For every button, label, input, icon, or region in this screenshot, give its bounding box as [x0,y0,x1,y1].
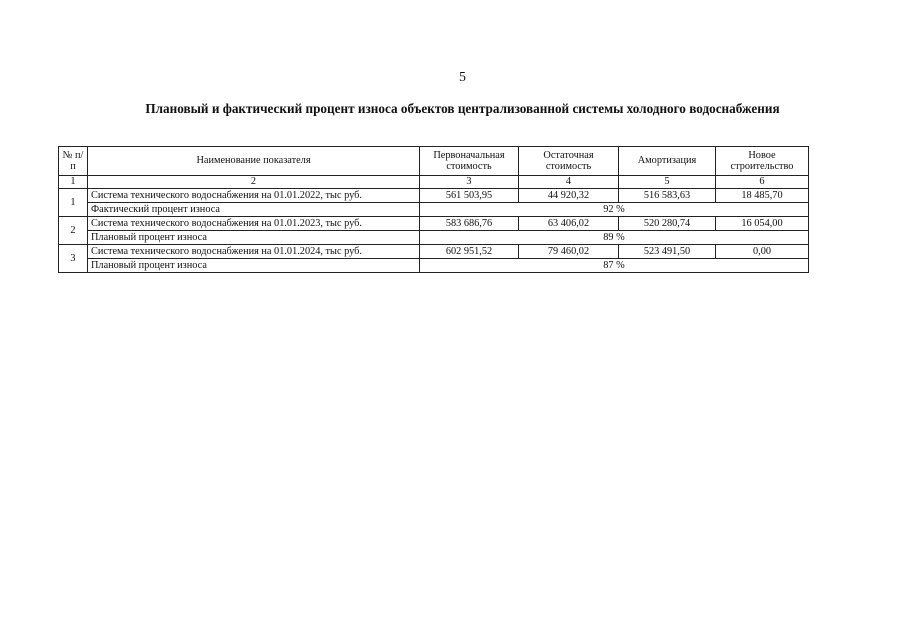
residual-cost-cell: 79 460,02 [519,245,619,259]
header-residual-cost-label: Остаточная стоимость [543,149,594,172]
table-row [59,189,809,203]
column-number-cell: 6 [716,176,809,189]
header-number [59,147,88,176]
document-title: Плановый и фактический процент износа объектов централизованной системы холодного водоснабжения [145,101,780,116]
amortization-cell: 523 491,50 [619,245,716,259]
percent-label-cell: Плановый процент износа [88,259,420,273]
header-initial-cost-label: Первоначальная стоимость [433,149,505,172]
system-label-cell: Система технического водоснабжения на 01.01.2022, тыс руб. [88,189,420,203]
depreciation-table [58,146,809,273]
header-new-construction-label: Новое строительство [730,149,794,172]
table-row [59,217,809,231]
system-label-cell: Система технического водоснабжения на 01.01.2024, тыс руб. [88,245,420,259]
column-number-row [59,176,809,189]
table-row [59,245,809,259]
header-number-label: № п/п [62,149,84,172]
column-number-cell: 1 [59,176,88,189]
header-amortization: Амортизация [619,147,716,176]
residual-cost-cell: 63 406,02 [519,217,619,231]
table-row [59,231,809,245]
row-number-cell: 2 [59,217,88,245]
system-label-cell: Система технического водоснабжения на 01.01.2023, тыс руб. [88,217,420,231]
row-number-cell: 3 [59,245,88,273]
table-row [59,259,809,273]
column-number-cell: 5 [619,176,716,189]
new-construction-cell: 16 054,00 [716,217,809,231]
percent-label-cell: Фактический процент износа [88,203,420,217]
new-construction-cell: 0,00 [716,245,809,259]
new-construction-cell: 18 485,70 [716,189,809,203]
header-indicator-name: Наименование показателя [88,147,420,176]
residual-cost-cell: 44 920,32 [519,189,619,203]
column-number-cell: 2 [88,176,420,189]
column-number-cell: 4 [519,176,619,189]
header-new-construction [716,147,809,176]
page-number: 5 [459,70,466,85]
header-initial-cost [420,147,519,176]
percent-value-cell: 87 % [420,259,809,273]
table-row [59,203,809,217]
percent-label-cell: Плановый процент износа [88,231,420,245]
percent-value-cell: 89 % [420,231,809,245]
initial-cost-cell: 602 951,52 [420,245,519,259]
amortization-cell: 520 280,74 [619,217,716,231]
column-number-cell: 3 [420,176,519,189]
header-residual-cost [519,147,619,176]
row-number-cell: 1 [59,189,88,217]
table-header-row [59,147,809,176]
initial-cost-cell: 583 686,76 [420,217,519,231]
initial-cost-cell: 561 503,95 [420,189,519,203]
amortization-cell: 516 583,63 [619,189,716,203]
percent-value-cell: 92 % [420,203,809,217]
